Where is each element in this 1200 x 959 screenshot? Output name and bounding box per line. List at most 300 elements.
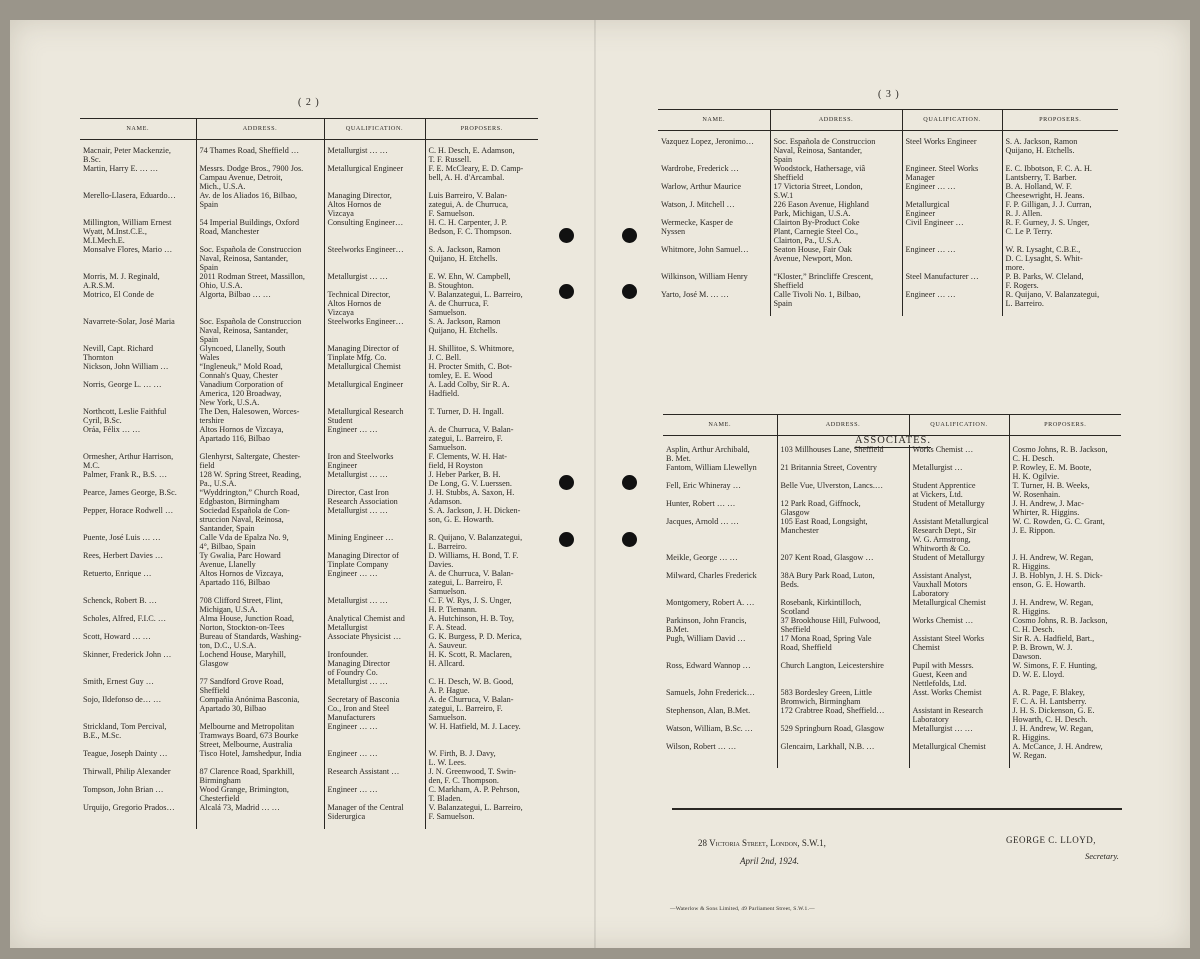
column-header-qualification: QUALIFICATION. bbox=[324, 119, 425, 140]
punch-hole bbox=[622, 228, 637, 243]
member-proposers: R. F. Gurney, J. S. Unger, C. Le P. Terry. bbox=[1002, 218, 1118, 245]
member-qualification: Assistant Metallurgical Research Dept., Sir W. G. Armstrong, Whitworth & Co. bbox=[909, 517, 1009, 553]
member-address: Lochend House, Maryhill, Glasgow bbox=[196, 650, 324, 677]
member-qualification: Civil Engineer … bbox=[902, 218, 1002, 245]
member-name: Ross, Edward Wannop … bbox=[666, 661, 751, 670]
member-proposers: A. R. Page, F. Blakey, F. C. A. H. Lantsberry. bbox=[1009, 688, 1121, 706]
member-address: Soc. Española de Construccion Naval, Reinosa, Santander, Spain bbox=[196, 245, 324, 272]
member-name: Pearce, James George, B.Sc. bbox=[83, 488, 177, 497]
column-header-name: NAME. bbox=[80, 119, 196, 140]
member-proposers: B. A. Holland, W. F. Cheesewright, H. Jeans. bbox=[1002, 182, 1118, 200]
table-row bbox=[80, 722, 538, 749]
table-row bbox=[663, 553, 1121, 571]
member-qualification: Metallurgical Engineer bbox=[902, 200, 1002, 218]
member-address: “Kloster,” Brincliffe Crescent, Sheffield bbox=[770, 272, 902, 290]
member-name: Norris, George L. … … bbox=[83, 380, 162, 389]
member-name: Skinner, Frederick John … bbox=[83, 650, 172, 659]
member-address: Ty Gwalia, Parc Howard Avenue, Llanelly bbox=[196, 551, 324, 569]
member-name: Thirwall, Philip Alexander bbox=[83, 767, 171, 776]
member-name: Jacques, Arnold … … bbox=[666, 517, 739, 526]
table-row bbox=[80, 551, 538, 569]
member-address: Alcalá 73, Madrid … … bbox=[196, 803, 324, 829]
member-name: Merello-Llasera, Eduardo… bbox=[83, 191, 176, 200]
member-proposers: A. Ladd Colby, Sir R. A. Hadfield. bbox=[425, 380, 538, 407]
member-address: 529 Springburn Road, Glasgow bbox=[777, 724, 909, 742]
members-table-left bbox=[80, 118, 538, 829]
member-qualification: Consulting Engineer… bbox=[324, 218, 425, 245]
table-row bbox=[80, 146, 538, 164]
member-name: Pugh, William David … bbox=[666, 634, 746, 643]
member-name: Millington, William Ernest Wyatt, M.Inst.C.E., M.I.Mech.E. bbox=[83, 218, 172, 245]
member-address: Rosebank, Kirkintilloch, Scotland bbox=[777, 598, 909, 616]
member-address: The Den, Halesowen, Worces- tershire bbox=[196, 407, 324, 425]
member-proposers: A. Hutchinson, H. B. Toy, F. A. Stead. bbox=[425, 614, 538, 632]
member-name: Nickson, John William … bbox=[83, 362, 169, 371]
member-proposers: P. B. Parks, W. Cleland, F. Rogers. bbox=[1002, 272, 1118, 290]
member-proposers: F. Clements, W. H. Hat- field, H Royston bbox=[425, 452, 538, 470]
member-address: Compañia Anónima Basconia, Apartado 30, Bilbao bbox=[196, 695, 324, 722]
member-proposers: S. A. Jackson, Ramon Quijano, H. Etchells. bbox=[1002, 137, 1118, 164]
member-address: Melbourne and Metropolitan Tramways Board, 673 Bourke Street, Melbourne, Australia bbox=[196, 722, 324, 749]
column-header-qualification: QUALIFICATION. bbox=[902, 110, 1002, 131]
member-name: Monsalve Flores, Mario … bbox=[83, 245, 173, 254]
table-row bbox=[80, 785, 538, 803]
column-header-name: NAME. bbox=[658, 110, 770, 131]
member-qualification: Steel Manufacturer … bbox=[902, 272, 1002, 290]
table-row bbox=[658, 290, 1118, 316]
column-header-name: NAME. bbox=[663, 415, 777, 436]
member-name: Palmer, Frank R., B.S. … bbox=[83, 470, 168, 479]
member-proposers: A. McCance, J. H. Andrew, W. Regan. bbox=[1009, 742, 1121, 768]
column-header-qualification: QUALIFICATION. bbox=[909, 415, 1009, 436]
member-proposers: J. H. Andrew, W. Regan, R. Higgins. bbox=[1009, 724, 1121, 742]
member-qualification: Metallurgist … … bbox=[324, 272, 425, 290]
member-name: Scott, Howard … … bbox=[83, 632, 151, 641]
member-qualification: Metallurgist … … bbox=[324, 596, 425, 614]
punch-hole bbox=[559, 284, 574, 299]
member-address: 103 Millhouses Lane, Sheffield bbox=[777, 445, 909, 463]
member-proposers: J. Heber Parker, B. H. De Long, G. V. Luerssen. bbox=[425, 470, 538, 488]
punch-hole bbox=[559, 228, 574, 243]
member-qualification: Metallurgist … … bbox=[324, 146, 425, 164]
footer-rule bbox=[672, 808, 1122, 810]
table-row bbox=[663, 571, 1121, 598]
column-header-proposers: PROPOSERS. bbox=[425, 119, 538, 140]
member-name: Rees, Herbert Davies … bbox=[83, 551, 164, 560]
associates-heading: ASSOCIATES. bbox=[777, 436, 1009, 446]
member-qualification: Assistant in Research Laboratory bbox=[909, 706, 1009, 724]
member-address: Wood Grange, Brimington, Chesterfield bbox=[196, 785, 324, 803]
table-row bbox=[80, 677, 538, 695]
member-address: Algorta, Bilbao … … bbox=[196, 290, 324, 317]
member-proposers: F. E. McCleary, E. D. Camp- bell, A. H. d'Arcambal. bbox=[425, 164, 538, 191]
table-row bbox=[658, 137, 1118, 164]
member-address: Bureau of Standards, Washing- ton, D.C., U.S.A. bbox=[196, 632, 324, 650]
page-number-left: ( 2 ) bbox=[298, 97, 320, 108]
member-address: “Ingleneuk,” Mold Road, Connah's Quay, Chester bbox=[196, 362, 324, 380]
member-address: 54 Imperial Buildings, Oxford Road, Manchester bbox=[196, 218, 324, 245]
table-row bbox=[658, 245, 1118, 272]
table-row bbox=[663, 481, 1121, 499]
member-proposers: R. Quijano, V. Balanzategui, L. Barreiro. bbox=[1002, 290, 1118, 316]
member-qualification: Engineer … … bbox=[324, 722, 425, 749]
member-name: Yarto, José M. … … bbox=[661, 290, 729, 299]
member-proposers: C. H. Desch, E. Adamson, T. F. Russell. bbox=[425, 146, 538, 164]
member-name: Tompson, John Brian … bbox=[83, 785, 164, 794]
member-proposers: D. Williams, H. Bond, T. F. Davies. bbox=[425, 551, 538, 569]
member-proposers: J. B. Hoblyn, J. H. S. Dick- enson, G. E. Howarth. bbox=[1009, 571, 1121, 598]
member-qualification: Metallurgical Chemist bbox=[324, 362, 425, 380]
member-qualification: Metallurgist … … bbox=[909, 724, 1009, 742]
member-address: Soc. Española de Construccion Naval, Reinosa, Santander, Spain bbox=[196, 317, 324, 344]
member-qualification: Engineer. Steel Works Manager bbox=[902, 164, 1002, 182]
punch-hole bbox=[622, 532, 637, 547]
member-address: 172 Crabtree Road, Sheffield… bbox=[777, 706, 909, 724]
table-row bbox=[80, 272, 538, 290]
member-qualification: Technical Director, Altos Hornos de Vizcaya bbox=[324, 290, 425, 317]
member-address: Calle Vda de Epalza No. 9, 4°, Bilbao, Spain bbox=[196, 533, 324, 551]
member-address: 17 Victoria Street, London, S.W.1 bbox=[770, 182, 902, 200]
member-proposers: C. Markham, A. P. Pehrson, T. Bladen. bbox=[425, 785, 538, 803]
member-address: 12 Park Road, Giffnock, Glasgow bbox=[777, 499, 909, 517]
member-qualification: Metallurgist … bbox=[909, 463, 1009, 481]
member-address: Altos Hornos de Vizcaya, Apartado 116, Bilbao bbox=[196, 569, 324, 596]
member-address: 38A Bury Park Road, Luton, Beds. bbox=[777, 571, 909, 598]
member-qualification: Metallurgist … … bbox=[324, 677, 425, 695]
table-row bbox=[80, 803, 538, 829]
member-qualification: Secretary of Basconia Co., Iron and Steel Manufacturers bbox=[324, 695, 425, 722]
member-qualification: Assistant Steel Works Chemist bbox=[909, 634, 1009, 661]
member-qualification: Steelworks Engineer… bbox=[324, 245, 425, 272]
member-proposers: R. Quijano, V. Balanzategui, L. Barreiro. bbox=[425, 533, 538, 551]
signatory-title: Secretary. bbox=[1085, 851, 1119, 861]
member-qualification: Metallurgical Research Student bbox=[324, 407, 425, 425]
table-row bbox=[658, 200, 1118, 218]
member-proposers: J. H. Stubbs, A. Saxon, H. Adamson. bbox=[425, 488, 538, 506]
member-qualification: Metallurgical Chemist bbox=[909, 598, 1009, 616]
member-proposers: C. F. W. Rys, J. S. Unger, H. P. Tiemann. bbox=[425, 596, 538, 614]
table-row bbox=[80, 470, 538, 488]
member-proposers: V. Balanzategui, L. Barreiro, A. de Churruca, F. Samuelson. bbox=[425, 290, 538, 317]
member-proposers: W. C. Rowden, G. C. Grant, J. E. Rippon. bbox=[1009, 517, 1121, 553]
member-qualification: Engineer … … bbox=[324, 749, 425, 767]
member-qualification: Managing Director of Tinplate Company bbox=[324, 551, 425, 569]
member-proposers: S. A. Jackson, J. H. Dicken- son, G. E. Howarth. bbox=[425, 506, 538, 533]
member-qualification: Metallurgical Engineer bbox=[324, 380, 425, 407]
member-name: Macnair, Peter Mackenzie, B.Sc. bbox=[83, 146, 171, 164]
signatory-name: GEORGE C. LLOYD, bbox=[1006, 835, 1096, 845]
member-qualification: Engineer … … bbox=[902, 290, 1002, 316]
member-qualification: Analytical Chemist and Metallurgist bbox=[324, 614, 425, 632]
member-name: Wilson, Robert … … bbox=[666, 742, 737, 751]
table-row bbox=[658, 272, 1118, 290]
member-qualification: Manager of the Central Siderurgica bbox=[324, 803, 425, 829]
member-address: 583 Bordesley Green, Little Bromwich, Birmingham bbox=[777, 688, 909, 706]
members-table-right bbox=[658, 109, 1118, 316]
member-proposers: J. H. Andrew, W. Regan, R. Higgins. bbox=[1009, 553, 1121, 571]
table-row bbox=[80, 191, 538, 218]
member-address: Glyncoed, Llanelly, South Wales bbox=[196, 344, 324, 362]
table-row bbox=[80, 767, 538, 785]
member-name: Wilkinson, William Henry bbox=[661, 272, 748, 281]
member-proposers: H. K. Scott, R. Maclaren, H. Allcard. bbox=[425, 650, 538, 677]
member-name: Vazquez Lopez, Jeronimo… bbox=[661, 137, 754, 146]
member-name: Watson, J. Mitchell … bbox=[661, 200, 735, 209]
column-header-proposers: PROPOSERS. bbox=[1002, 110, 1118, 131]
office-address: 28 Victoria Street, London, S.W.1, bbox=[698, 838, 826, 848]
table-row bbox=[658, 218, 1118, 245]
member-name: Montgomery, Robert A. … bbox=[666, 598, 755, 607]
printer-imprint: —Waterlow & Sons Limited, 49 Parliament Street, S.W.1.— bbox=[670, 906, 815, 912]
table-row bbox=[80, 245, 538, 272]
member-name: Retuerto, Enrique … bbox=[83, 569, 152, 578]
table-row bbox=[663, 598, 1121, 616]
member-qualification: Associate Physicist … bbox=[324, 632, 425, 650]
member-name: Stephenson, Alan, B.Met. bbox=[666, 706, 751, 715]
member-proposers: H. Shillitoe, S. Whitmore, J. C. Bell. bbox=[425, 344, 538, 362]
member-qualification: Metallurgical Chemist bbox=[909, 742, 1009, 768]
member-name: Navarrete-Solar, José Maria bbox=[83, 317, 175, 326]
table-row bbox=[80, 614, 538, 632]
member-name: Oráa, Félix … … bbox=[83, 425, 141, 434]
member-proposers: G. K. Burgess, P. D. Merica, A. Sauveur. bbox=[425, 632, 538, 650]
table-row bbox=[80, 425, 538, 452]
member-qualification: Metallurgical Engineer bbox=[324, 164, 425, 191]
member-name: Martin, Harry E. … … bbox=[83, 164, 159, 173]
member-qualification: Steel Works Engineer bbox=[902, 137, 1002, 164]
table-row bbox=[80, 164, 538, 191]
member-address: Altos Hornos de Vizcaya, Apartado 116, Bilbao bbox=[196, 425, 324, 452]
table-row bbox=[663, 742, 1121, 768]
member-name: Warlow, Arthur Maurice bbox=[661, 182, 741, 191]
table-row bbox=[80, 506, 538, 533]
member-address: Messrs. Dodge Bros., 7900 Jos. Campau Avenue, Detroit, Mich., U.S.A. bbox=[196, 164, 324, 191]
member-qualification: Iron and Steelworks Engineer bbox=[324, 452, 425, 470]
table-row bbox=[658, 182, 1118, 200]
member-qualification: Student of Metallurgy bbox=[909, 553, 1009, 571]
column-header-address: ADDRESS. bbox=[770, 110, 902, 131]
table-row bbox=[80, 344, 538, 362]
table-row bbox=[80, 488, 538, 506]
member-address: 128 W. Spring Street, Reading, Pa., U.S.A. bbox=[196, 470, 324, 488]
member-name: Scholes, Alfred, F.I.C. … bbox=[83, 614, 167, 623]
member-proposers: V. Balanzategui, L. Barreiro, F. Samuelson. bbox=[425, 803, 538, 829]
member-qualification: Director, Cast Iron Research Association bbox=[324, 488, 425, 506]
punch-hole bbox=[559, 532, 574, 547]
member-qualification: Mining Engineer … bbox=[324, 533, 425, 551]
table-row bbox=[80, 632, 538, 650]
table-row bbox=[80, 569, 538, 596]
member-qualification: Engineer … … bbox=[324, 425, 425, 452]
member-name: Morris, M. J. Reginald, A.R.S.M. bbox=[83, 272, 160, 290]
member-proposers: E. W. Ehn, W. Campbell, B. Stoughton. bbox=[425, 272, 538, 290]
member-name: Strickland, Tom Percival, B.E., M.Sc. bbox=[83, 722, 167, 740]
member-name: Motrico, El Conde de bbox=[83, 290, 154, 299]
member-qualification: Metallurgist … … bbox=[324, 506, 425, 533]
table-row bbox=[80, 218, 538, 245]
member-qualification: Ironfounder. Managing Director of Foundry Co. bbox=[324, 650, 425, 677]
member-proposers: Sir R. A. Hadfield, Bart., P. B. Brown, W. J. Dawson. bbox=[1009, 634, 1121, 661]
member-name: Sojo, Ildefonso de… … bbox=[83, 695, 162, 704]
table-row bbox=[80, 749, 538, 767]
table-row bbox=[663, 463, 1121, 481]
table-row bbox=[80, 695, 538, 722]
table-row bbox=[80, 452, 538, 470]
member-proposers: A. de Churruca, V. Balan- zategui, L. Barreiro, F. Samuelson. bbox=[425, 695, 538, 722]
member-address: 105 East Road, Longsight, Manchester bbox=[777, 517, 909, 553]
member-name: Asplin, Arthur Archibald, B. Met. bbox=[666, 445, 750, 463]
table-row bbox=[663, 706, 1121, 724]
member-proposers: J. N. Greenwood, T. Swin- den, F. C. Thompson. bbox=[425, 767, 538, 785]
member-proposers: Cosmo Johns, R. B. Jackson, C. H. Desch. bbox=[1009, 616, 1121, 634]
table-row bbox=[663, 517, 1121, 553]
member-proposers: T. Turner, D. H. Ingall. bbox=[425, 407, 538, 425]
member-address: “Wyddrington,” Church Road, Edgbaston, Birmingham bbox=[196, 488, 324, 506]
column-header-proposers: PROPOSERS. bbox=[1009, 415, 1121, 436]
member-qualification: Steelworks Engineer… bbox=[324, 317, 425, 344]
column-header-address: ADDRESS. bbox=[196, 119, 324, 140]
member-qualification: Engineer … … bbox=[902, 182, 1002, 200]
member-proposers: S. A. Jackson, Ramon Quijano, H. Etchells. bbox=[425, 245, 538, 272]
member-name: Watson, William, B.Sc. … bbox=[666, 724, 753, 733]
associates-table bbox=[663, 414, 1121, 768]
member-proposers: P. Rowley, E. M. Boote, H. K. Ogilvie. bbox=[1009, 463, 1121, 481]
table-row bbox=[663, 616, 1121, 634]
table-row bbox=[663, 688, 1121, 706]
member-proposers: C. H. Desch, W. B. Good, A. P. Hague. bbox=[425, 677, 538, 695]
member-address: 37 Brookhouse Hill, Fulwood, Sheffield bbox=[777, 616, 909, 634]
member-name: Schenck, Robert B. … bbox=[83, 596, 157, 605]
member-qualification: Engineer … … bbox=[324, 569, 425, 596]
punch-hole bbox=[559, 475, 574, 490]
page-number-right: ( 3 ) bbox=[878, 89, 900, 100]
member-proposers: W. Simons, F. F. Hunting, D. W. E. Lloyd. bbox=[1009, 661, 1121, 688]
member-address: Woodstock, Hathersage, viâ Sheffield bbox=[770, 164, 902, 182]
member-qualification: Metallurgist … … bbox=[324, 470, 425, 488]
table-row bbox=[663, 634, 1121, 661]
member-address: Glencairn, Larkhall, N.B. … bbox=[777, 742, 909, 768]
member-name: Samuels, John Frederick… bbox=[666, 688, 755, 697]
member-address: 226 Eason Avenue, Highland Park, Michigan, U.S.A. bbox=[770, 200, 902, 218]
member-proposers: A. de Churruca, V. Balan- zategui, L. Barreiro, F. Samuelson. bbox=[425, 425, 538, 452]
column-header-address: ADDRESS. bbox=[777, 415, 909, 436]
member-qualification: Assistant Analyst, Vauxhall Motors Laboratory bbox=[909, 571, 1009, 598]
table-row bbox=[663, 499, 1121, 517]
member-name: Pepper, Horace Rodwell … bbox=[83, 506, 174, 515]
table-row bbox=[80, 596, 538, 614]
member-name: Parkinson, John Francis, B.Met. bbox=[666, 616, 747, 634]
member-qualification: Asst. Works Chemist bbox=[909, 688, 1009, 706]
table-row bbox=[80, 650, 538, 677]
member-name: Ormesher, Arthur Harrison, M.C. bbox=[83, 452, 174, 470]
member-proposers: E. C. Ibbotson, F. C. A. H. Lantsberry, T. Barber. bbox=[1002, 164, 1118, 182]
table-row bbox=[80, 380, 538, 407]
letter-date: April 2nd, 1924. bbox=[740, 856, 800, 866]
member-qualification: Works Chemist … bbox=[909, 616, 1009, 634]
member-name: Milward, Charles Frederick bbox=[666, 571, 757, 580]
member-name: Smith, Ernest Guy … bbox=[83, 677, 154, 686]
table-row bbox=[80, 362, 538, 380]
member-qualification: Managing Director of Tinplate Mfg. Co. bbox=[324, 344, 425, 362]
member-name: Wermecke, Kasper de Nyssen bbox=[661, 218, 733, 236]
member-address: Belle Vue, Ulverston, Lancs.… bbox=[777, 481, 909, 499]
punch-hole bbox=[622, 475, 637, 490]
table-row bbox=[80, 407, 538, 425]
member-proposers: T. Turner, H. B. Weeks, W. Rosenhain. bbox=[1009, 481, 1121, 499]
member-address: Church Langton, Leicestershire bbox=[777, 661, 909, 688]
page-fold bbox=[594, 20, 596, 948]
member-proposers: J. H. Andrew, W. Regan, R. Higgins. bbox=[1009, 598, 1121, 616]
member-name: Wardrobe, Frederick … bbox=[661, 164, 739, 173]
member-address: 708 Clifford Street, Flint, Michigan, U.S.A. bbox=[196, 596, 324, 614]
table-row bbox=[658, 164, 1118, 182]
member-address: Av. de los Aliados 16, Bilbao, Spain bbox=[196, 191, 324, 218]
member-address: 74 Thames Road, Sheffield … bbox=[196, 146, 324, 164]
member-proposers: W. H. Hatfield, M. J. Lacey. bbox=[425, 722, 538, 749]
member-name: Meikle, George … … bbox=[666, 553, 738, 562]
punch-hole bbox=[622, 284, 637, 299]
member-qualification: Student of Metallurgy bbox=[909, 499, 1009, 517]
member-qualification: Pupil with Messrs. Guest, Keen and Nettlefolds, Ltd. bbox=[909, 661, 1009, 688]
member-qualification: Managing Director, Altos Hornos de Vizcaya bbox=[324, 191, 425, 218]
member-qualification: Research Assistant … bbox=[324, 767, 425, 785]
member-address: 77 Sandford Grove Road, Sheffield bbox=[196, 677, 324, 695]
member-qualification: Engineer … … bbox=[902, 245, 1002, 272]
member-qualification: Student Apprentice at Vickers, Ltd. bbox=[909, 481, 1009, 499]
member-proposers: A. de Churruca, V. Balan- zategui, L. Barreiro, F. Samuelson. bbox=[425, 569, 538, 596]
member-proposers: W. R. Lysaght, C.B.E., D. C. Lysaght, S. Whit- more. bbox=[1002, 245, 1118, 272]
member-address: Soc. Española de Construccion Naval, Reinosa, Santander, Spain bbox=[770, 137, 902, 164]
member-name: Northcott, Leslie Faithful Cyril, B.Sc. bbox=[83, 407, 167, 425]
member-proposers: W. Firth, B. J. Davy, L. W. Lees. bbox=[425, 749, 538, 767]
member-qualification: Works Chemist … bbox=[909, 445, 1009, 463]
member-address: Sociedad Española de Con- struccion Naval, Reinosa, Santander, Spain bbox=[196, 506, 324, 533]
member-name: Nevill, Capt. Richard Thornton bbox=[83, 344, 154, 362]
table-row bbox=[80, 290, 538, 317]
member-name: Fantom, William Llewellyn bbox=[666, 463, 757, 472]
table-row bbox=[663, 661, 1121, 688]
member-address: Calle Tivoli No. 1, Bilbao, Spain bbox=[770, 290, 902, 316]
member-address: 87 Clarence Road, Sparkhill, Birmingham bbox=[196, 767, 324, 785]
member-address: 21 Britannia Street, Coventry bbox=[777, 463, 909, 481]
member-address: Glenhyrst, Saltergate, Chester- field bbox=[196, 452, 324, 470]
table-row bbox=[80, 317, 538, 344]
member-address: Tisco Hotel, Jamshedpur, India bbox=[196, 749, 324, 767]
member-name: Urquijo, Gregorio Prados… bbox=[83, 803, 175, 812]
member-name: Fell, Eric Whineray … bbox=[666, 481, 741, 490]
member-address: Clairton By-Product Coke Plant, Carnegie Steel Co., Clairton, Pa., U.S.A. bbox=[770, 218, 902, 245]
member-proposers: S. A. Jackson, Ramon Quijano, H. Etchells. bbox=[425, 317, 538, 344]
member-name: Teague, Joseph Dainty … bbox=[83, 749, 168, 758]
member-proposers: H. C. H. Carpenter, J. P. Bedson, F. C. Thompson. bbox=[425, 218, 538, 245]
member-address: Seaton House, Fair Oak Avenue, Newport, Mon. bbox=[770, 245, 902, 272]
member-proposers: J. H. Andrew, J. Mac- Whirter, R. Higgins. bbox=[1009, 499, 1121, 517]
member-address: 2011 Rodman Street, Massillon, Ohio, U.S.A. bbox=[196, 272, 324, 290]
table-row bbox=[80, 533, 538, 551]
member-proposers: H. Procter Smith, C. Bot- tomley, E. E. Wood bbox=[425, 362, 538, 380]
member-name: Puente, José Luis … … bbox=[83, 533, 161, 542]
member-name: Hunter, Robert … … bbox=[666, 499, 736, 508]
member-address: Alma House, Junction Road, Norton, Stockton-on-Tees bbox=[196, 614, 324, 632]
member-proposers: Cosmo Johns, R. B. Jackson, C. H. Desch. bbox=[1009, 445, 1121, 463]
member-proposers: Luis Barreiro, V. Balan- zategui, A. de Churruca, F. Samuelson. bbox=[425, 191, 538, 218]
member-address: 207 Kent Road, Glasgow … bbox=[777, 553, 909, 571]
member-qualification: Engineer … … bbox=[324, 785, 425, 803]
member-proposers: F. P. Gilligan, J. J. Curran, R. J. Allen. bbox=[1002, 200, 1118, 218]
member-proposers: J. H. S. Dickenson, G. E. Howarth, C. H. Desch. bbox=[1009, 706, 1121, 724]
member-address: 17 Mona Road, Spring Vale Road, Sheffield bbox=[777, 634, 909, 661]
table-row bbox=[663, 724, 1121, 742]
